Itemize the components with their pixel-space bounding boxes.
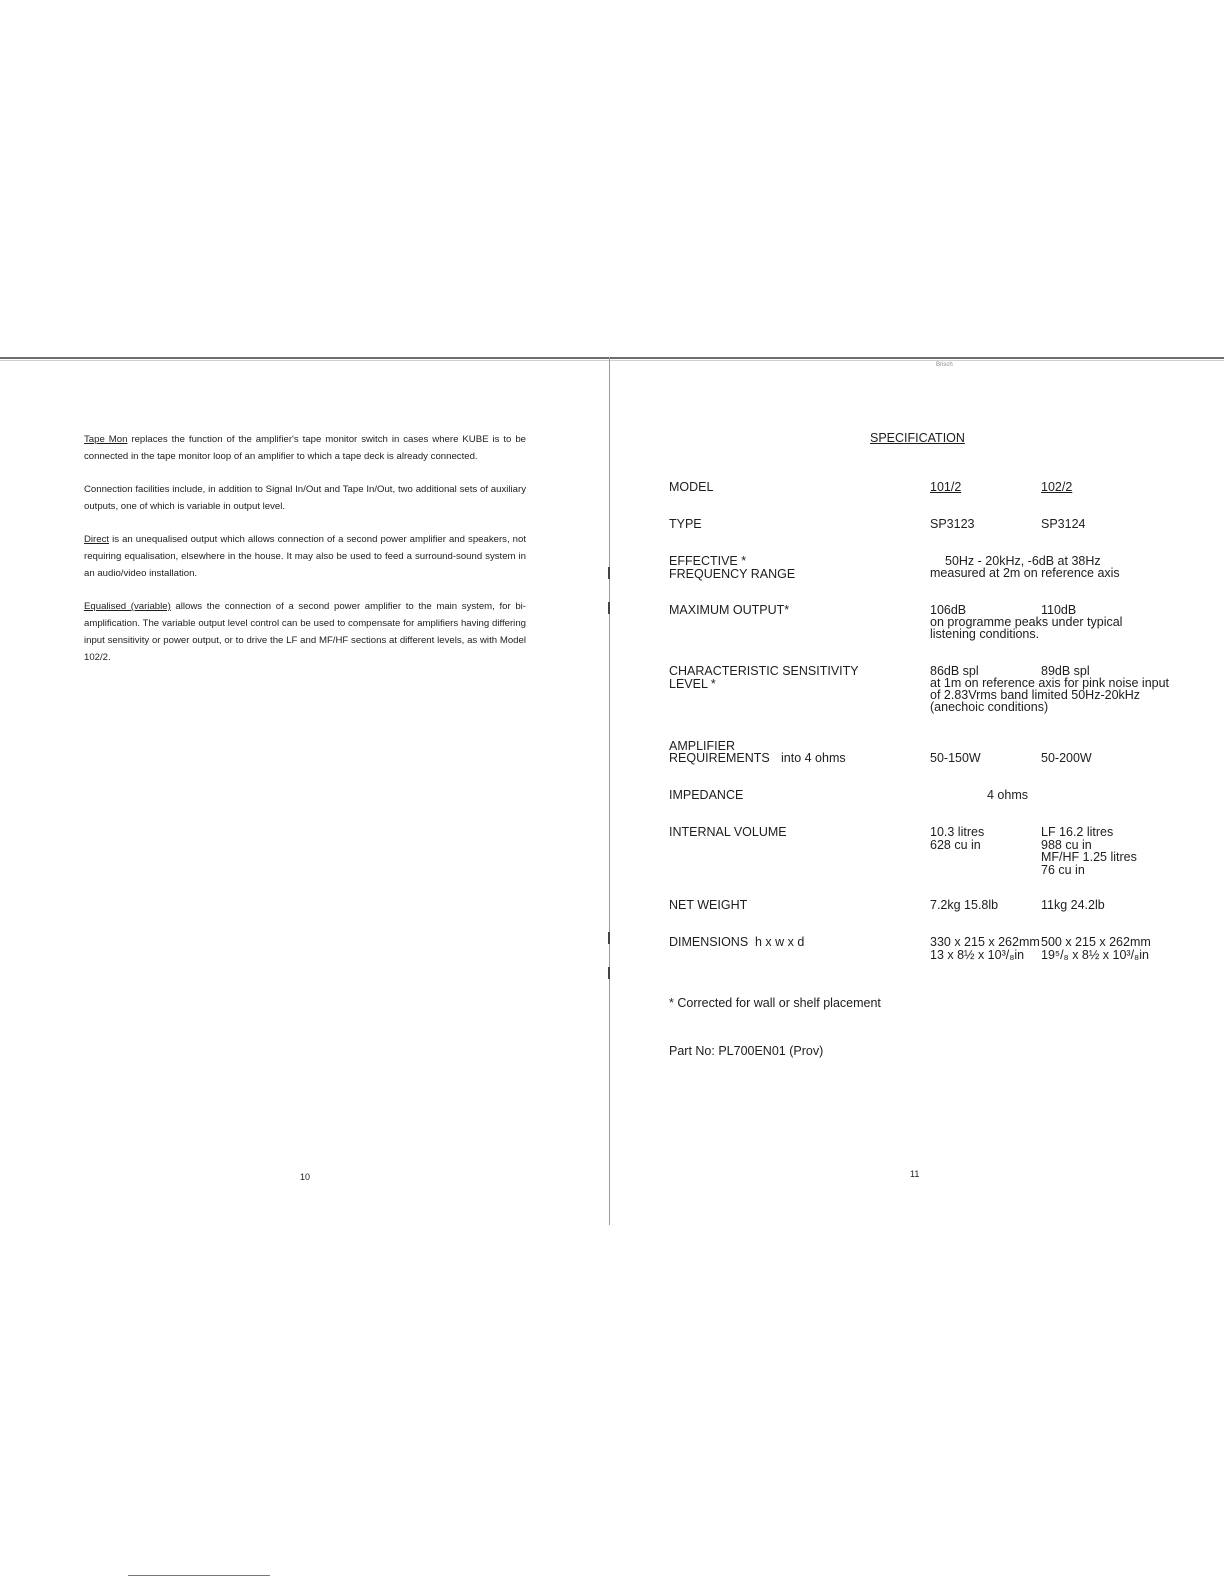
- paragraph-text: replaces the function of the amplifier's tape monitor switch in cases where KUBE is to be connected in the tape monitor loop of an amplifier to which a tape deck is already connected.: [84, 434, 526, 462]
- weight-102: 11kg 24.2lb: [1041, 898, 1105, 912]
- paragraph-connection: [84, 481, 526, 515]
- freq-note: measured at 2m on reference axis: [930, 566, 1120, 580]
- page-number-right: 11: [910, 1169, 920, 1179]
- volume-value: 628 cu in: [930, 837, 981, 852]
- paragraph-direct: [84, 531, 526, 582]
- amp-label: AMPLIFIER: [669, 739, 735, 753]
- term-direct: Direct: [84, 534, 110, 545]
- term-equalised: Equalised (variable): [84, 601, 171, 612]
- impedance-label: IMPEDANCE: [669, 788, 744, 802]
- max-output-note: listening conditions.: [930, 627, 1040, 641]
- term-tape-mon: Tape Mon: [84, 434, 128, 445]
- dimensions-value: 330 x 215 x 262mm: [930, 935, 1040, 949]
- amp-102: 50-200W: [1041, 751, 1092, 765]
- weight-101: 7.2kg 15.8lb: [930, 898, 999, 912]
- footnote: * Corrected for wall or shelf placement: [669, 996, 881, 1010]
- amp-label: REQUIREMENTS: [669, 751, 770, 765]
- part-number: Part No: PL700EN01 (Prov): [669, 1044, 824, 1058]
- sensitivity-label-line: CHARACTERISTIC SENSITIVITY: [669, 664, 859, 678]
- max-output-note: on programme peaks under typical: [930, 615, 1123, 629]
- sensitivity-label: [669, 665, 859, 690]
- dimensions-value: 13 x 8½ x 10³/₈in: [930, 947, 1025, 962]
- paragraph-text: allows the connection of a second power amplifier to the main system, for bi-amplification. The variable output level control can be used to compensate for amplifiers having differing input sensitivity or power output, or to drive the LF and MF/HF sections at different levels, as with Model 102/2.: [84, 601, 526, 663]
- tiny-mark: Brisch: [936, 362, 953, 368]
- volume-label: INTERNAL VOLUME: [669, 825, 787, 839]
- freq-label-line: FREQUENCY RANGE: [669, 566, 796, 581]
- volume-value: 988 cu in: [1041, 837, 1092, 852]
- type-102: SP3124: [1041, 517, 1086, 531]
- max-output-102: 110dB: [1041, 603, 1077, 617]
- dimensions-note: h x w x d: [755, 935, 805, 949]
- freq-value: 50Hz - 20kHz, -6dB at 38Hz: [945, 554, 1101, 568]
- model-label: MODEL: [669, 480, 714, 494]
- volume-value: LF 16.2 litres: [1041, 825, 1114, 839]
- spec-title: SPECIFICATION: [870, 431, 965, 445]
- sensitivity-note: at 1m on reference axis for pink noise input: [930, 676, 1170, 690]
- weight-label: NET WEIGHT: [669, 898, 748, 912]
- sensitivity-note: of 2.83Vrms band limited 50Hz-20kHz: [930, 688, 1141, 702]
- model-102: 102/2: [1041, 480, 1073, 494]
- left-page-body: [84, 431, 526, 682]
- amp-note: into 4 ohms: [781, 751, 846, 765]
- volume-value: 10.3 litres: [930, 825, 985, 839]
- spine-mark: [608, 567, 610, 579]
- bottom-rule: [128, 1575, 270, 1576]
- impedance-value: 4 ohms: [987, 788, 1028, 802]
- dimensions-102: [1041, 936, 1151, 961]
- page-spine: [609, 357, 610, 1225]
- amp-101: 50-150W: [930, 751, 981, 765]
- page-number-left: 10: [300, 1172, 311, 1182]
- top-rule: [0, 357, 1224, 359]
- dimensions-value: 500 x 215 x 262mm: [1041, 935, 1151, 949]
- volume-value: 76 cu in: [1041, 862, 1085, 877]
- max-output-label: MAXIMUM OUTPUT*: [669, 603, 790, 617]
- sensitivity-label-line: LEVEL *: [669, 676, 716, 691]
- sensitivity-102: 89dB spl: [1041, 664, 1090, 678]
- freq-label: [669, 555, 795, 580]
- spine-mark: [608, 932, 610, 944]
- dimensions-label: DIMENSIONS: [669, 935, 749, 949]
- paragraph-text: is an unequalised output which allows connection of a second power amplifier and speakers, not requiring equalisation, elsewhere in the house. It may also be used to feed a surround-sound system in an audio/video installation.: [84, 534, 526, 579]
- paragraph-text: Connection facilities include, in addition to Signal In/Out and Tape In/Out, two additional sets of auxiliary outputs, one of which is variable in output level.: [84, 484, 526, 512]
- spine-mark: [608, 602, 610, 614]
- volume-102: [1041, 826, 1137, 876]
- model-101: 101/2: [930, 480, 962, 494]
- paragraph-tape-mon: [84, 431, 526, 465]
- dimensions-101: [930, 936, 1040, 961]
- top-rule-shadow: [0, 360, 1224, 361]
- type-label: TYPE: [669, 517, 702, 531]
- paragraph-equalised: [84, 598, 526, 666]
- dimensions-value: 19⁵/₈ x 8½ x 10³/₈in: [1041, 947, 1149, 962]
- freq-label-line: EFFECTIVE *: [669, 554, 747, 568]
- spine-mark: [608, 967, 610, 979]
- sensitivity-note: (anechoic conditions): [930, 700, 1049, 714]
- volume-value: MF/HF 1.25 litres: [1041, 850, 1137, 864]
- volume-101: [930, 826, 984, 851]
- sensitivity-101: 86dB spl: [930, 664, 979, 678]
- max-output-101: 106dB: [930, 603, 967, 617]
- type-101: SP3123: [930, 517, 975, 531]
